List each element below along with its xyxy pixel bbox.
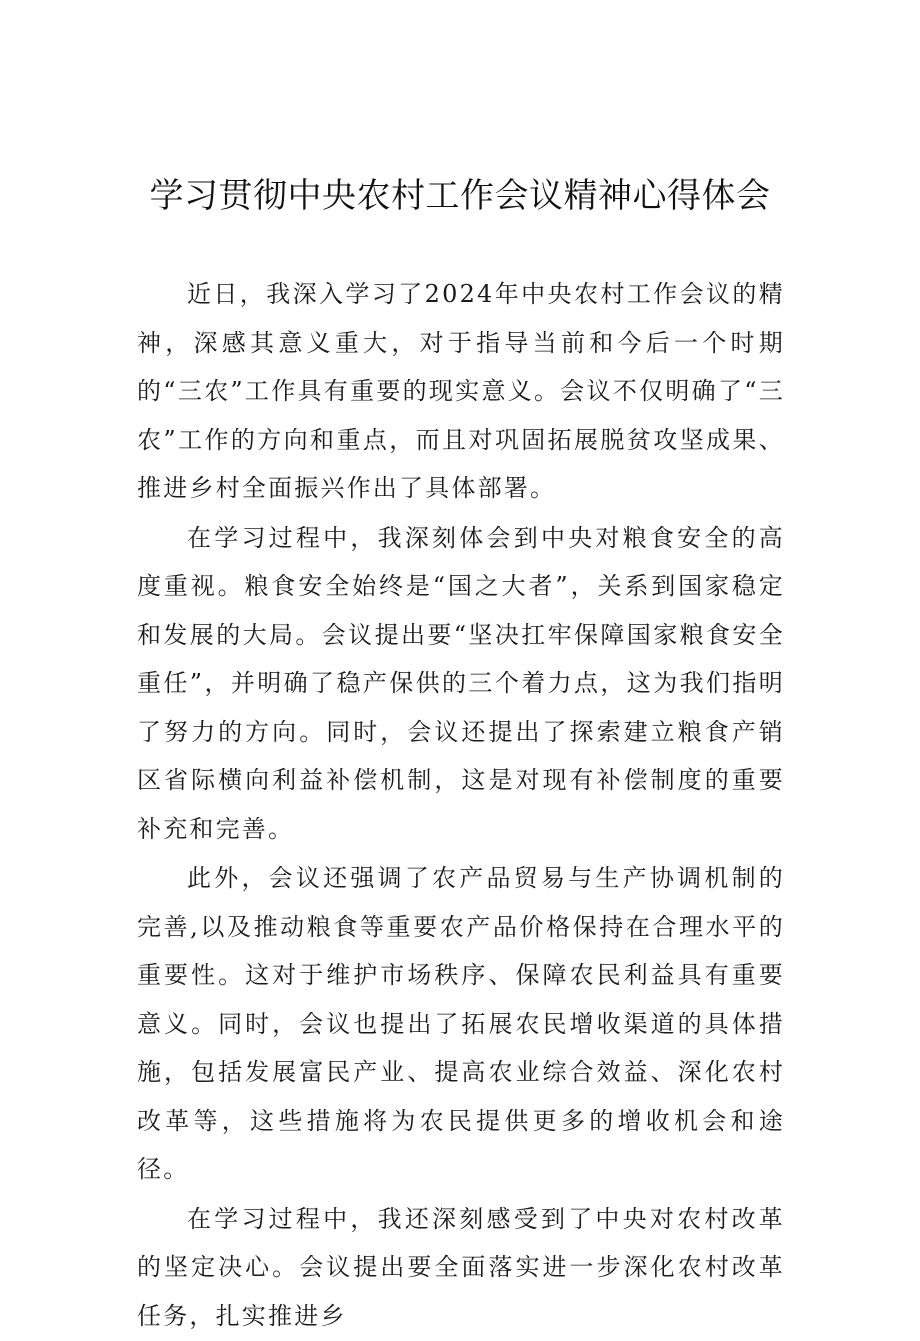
paragraph-3: 此外，会议还强调了农产品贸易与生产协调机制的完善,以及推动粮食等重要农产品价格保持在合理水平的重要性。这对于维护市场秩序、保障农民利益具有重要意义。同时，会议也提出了拓展农民增收渠道的具体措施，包括发展富民产业、提高农业综合效益、深化农村改革等，这些措施将为农民提供更多的增收机会和途径。 <box>137 864 785 1183</box>
paragraph-1: 近日，我深入学习了2024年中央农村工作会议的精神，深感其意义重大，对于指导当前和今后一个时期的“三农”工作具有重要的现实意义。会议不仅明确了“三农”工作的方向和重点，而且对巩固拓展脱贫攻坚成果、推进乡村全面振兴作出了具体部署。 <box>137 280 785 502</box>
paragraph-4: 在学习过程中，我还深刻感受到了中央对农村改革的坚定决心。会议提出要全面落实进一步深化农村改革任务，扎实推进乡 <box>137 1204 785 1330</box>
document-body <box>137 270 785 1341</box>
document-title: 学习贯彻中央农村工作会议精神心得体会 <box>149 176 771 216</box>
paragraph-2: 在学习过程中，我深刻体会到中央对粮食安全的高度重视。粮食安全始终是“国之大者”，关系到国家稳定和发展的大局。会议提出要“坚决扛牢保障国家粮食安全重任”，并明确了稳产保供的三个着力点，这为我们指明了努力的方向。同时，会议还提出了探索建立粮食产销区省际横向利益补偿机制，这是对现有补偿制度的重要补充和完善。 <box>137 523 785 843</box>
